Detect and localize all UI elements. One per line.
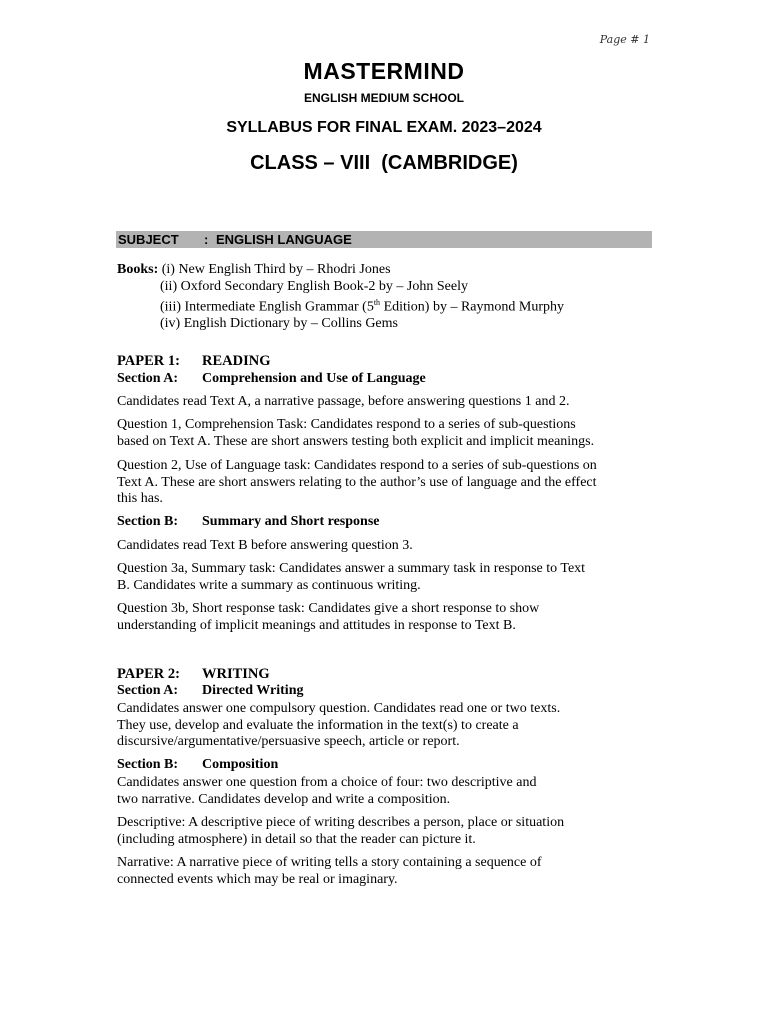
paper2-heading bbox=[117, 666, 270, 683]
section-label: Section B: bbox=[117, 757, 179, 772]
book-item: (ii) Oxford Secondary English Book-2 by – John Seely bbox=[160, 278, 468, 294]
section-title: Composition bbox=[202, 757, 279, 772]
paragraph: Question 1, Comprehension Task: Candidates respond to a series of sub-questions based on Text A. These are short answers testing both explicit and implicit meanings. bbox=[117, 417, 595, 449]
paper2-title: WRITING bbox=[202, 666, 270, 682]
paragraph: Candidates read Text A, a narrative passage, before answering questions 1 and 2. bbox=[117, 394, 570, 409]
subject-separator: : bbox=[204, 232, 209, 247]
class-title: CLASS – VIII (CAMBRIDGE) bbox=[250, 152, 518, 174]
section-title: Comprehension and Use of Language bbox=[202, 371, 426, 386]
book-item: (iii) Intermediate English Grammar (5th Edition) by – Raymond Murphy bbox=[160, 298, 564, 315]
paragraph: Candidates answer one compulsory question. Candidates read one or two texts. They use, develop and evaluate the information in the text(s) to create a discursive/argumentative/persuasive speech, article or report. bbox=[117, 701, 561, 749]
page-number: Page # 1 bbox=[599, 33, 650, 46]
paper1-title: READING bbox=[202, 353, 271, 369]
school-name: MASTERMIND bbox=[303, 58, 465, 84]
books-list bbox=[117, 262, 564, 333]
paragraph: Candidates read Text B before answering question 3. bbox=[117, 538, 413, 553]
book-item: (i) New English Third by – Rhodri Jones bbox=[161, 262, 391, 277]
section-label: Section B: bbox=[117, 514, 179, 529]
paragraph: Question 2, Use of Language task: Candidates respond to a series of sub-questions on Text A. These are short answers relating to the author’s use of language and the effect this has. bbox=[117, 458, 597, 506]
section-label: Section A: bbox=[117, 683, 179, 698]
subject-value: ENGLISH LANGUAGE bbox=[216, 232, 352, 247]
school-type: ENGLISH MEDIUM SCHOOL bbox=[303, 91, 464, 105]
paper2-sectionA-heading bbox=[117, 683, 304, 699]
paper1-sectionB-heading bbox=[117, 514, 380, 530]
paper2-sectionB-heading bbox=[117, 757, 279, 773]
section-title: Summary and Short response bbox=[202, 514, 380, 529]
syllabus-title: SYLLABUS FOR FINAL EXAM. 2023–2024 bbox=[226, 119, 542, 136]
paper1-label: PAPER 1: bbox=[117, 353, 180, 369]
books-label: Books: bbox=[117, 262, 159, 277]
book-item: (iv) English Dictionary by – Collins Gems bbox=[160, 316, 398, 332]
paragraph: Narrative: A narrative piece of writing tells a story containing a sequence of connected events which may be real or imaginary. bbox=[117, 855, 542, 887]
paper1-heading bbox=[117, 353, 271, 370]
paragraph: Question 3b, Short response task: Candidates give a short response to show understanding of implicit meanings and attitudes in response to Text B. bbox=[117, 601, 540, 633]
paragraph: Candidates answer one question from a choice of four: two descriptive and two narrative. Candidates develop and write a composition. bbox=[117, 775, 537, 807]
paper2-label: PAPER 2: bbox=[117, 666, 180, 682]
section-title: Directed Writing bbox=[202, 683, 304, 698]
section-label: Section A: bbox=[117, 371, 179, 386]
paper1-sectionA-heading bbox=[117, 371, 426, 387]
paragraph: Question 3a, Summary task: Candidates answer a summary task in response to Text B. Candidates write a summary as continuous writing. bbox=[117, 561, 586, 593]
subject-bar bbox=[116, 231, 652, 248]
paragraph: Descriptive: A descriptive piece of writing describes a person, place or situation (including atmosphere) in detail so that the reader can picture it. bbox=[117, 815, 565, 847]
subject-label: SUBJECT bbox=[118, 232, 179, 247]
